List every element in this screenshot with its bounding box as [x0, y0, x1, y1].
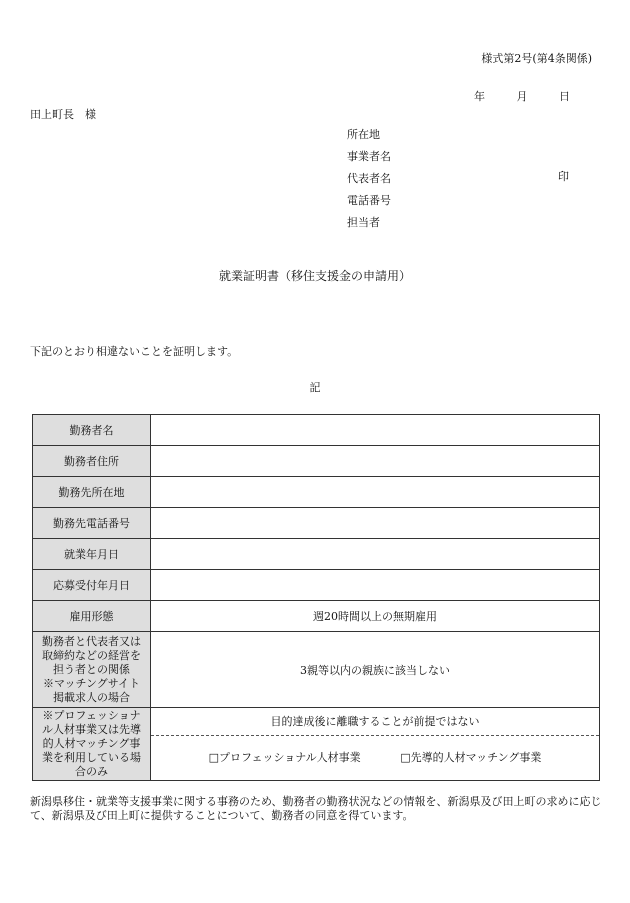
ki-marker: 記 [309, 381, 321, 394]
row-label-worker-address: 勤務者住所 [33, 446, 151, 477]
table-row [33, 570, 600, 601]
certificate-table [32, 414, 600, 781]
table-row [33, 415, 600, 446]
row-value-relation: 3親等以内の親族に該当しない [151, 632, 600, 708]
row-label-employment-date: 就業年月日 [33, 539, 151, 570]
checkbox-professional-talent[interactable]: □プロフェッショナル人材事業 [208, 750, 361, 764]
professional-label [33, 708, 150, 780]
intro-text: 下記のとおり相違ないことを証明します。 [30, 345, 239, 358]
label-line: 的人材マッチング事 [42, 737, 141, 750]
checkbox-leading-matching[interactable]: □先導的人材マッチング事業 [400, 750, 542, 764]
row-label-workplace-phone: 勤務先電話番号 [33, 508, 151, 539]
relation-label [33, 634, 150, 706]
table-row [33, 446, 600, 477]
row-label-application-date: 応募受付年月日 [33, 570, 151, 601]
row-label-relation [33, 632, 151, 708]
row-value-workplace-address[interactable] [151, 477, 600, 508]
row-value-workplace-phone[interactable] [151, 508, 600, 539]
row-value-worker-address[interactable] [151, 446, 600, 477]
date-month: 月 [516, 90, 528, 103]
label-line: 掲載求人の場合 [53, 690, 130, 704]
table-row [33, 632, 600, 708]
row-value-employment-type: 週20時間以上の無期雇用 [151, 601, 600, 632]
label-line: ※マッチングサイト [42, 676, 141, 690]
label-line: 合のみ [75, 765, 108, 778]
field-contact-person: 担当者 [347, 216, 380, 229]
table-row [33, 708, 600, 781]
row-label-worker-name: 勤務者名 [33, 415, 151, 446]
row-label-workplace-address: 勤務先所在地 [33, 477, 151, 508]
document-title: 就業証明書（移住支援金の申請用） [218, 269, 411, 283]
label-line: ※プロフェッショナ [42, 709, 141, 722]
row-label-employment-type: 雇用形態 [33, 601, 151, 632]
label-line: 担う者との関係 [53, 662, 130, 676]
table-row [33, 601, 600, 632]
field-phone: 電話番号 [347, 194, 391, 207]
table-row [33, 477, 600, 508]
date-year: 年 [474, 90, 485, 103]
professional-statement: 目的達成後に離職することが前提ではない [151, 709, 599, 736]
label-line: ル人材事業又は先導 [42, 723, 141, 736]
row-value-worker-name[interactable] [151, 415, 600, 446]
table-row [33, 508, 600, 539]
date-line [446, 88, 570, 104]
applicant-fields [347, 124, 391, 234]
consent-note: 新潟県移住・就業等支援事業に関する事務のため、勤務者の勤務状況などの情報を、新潟県及び田上町の求めに応じて、新潟県及び田上町に提供することについて、勤務者の同意を得ています。 [30, 795, 602, 822]
row-value-employment-date[interactable] [151, 539, 600, 570]
label-line: 勤務者と代表者又は [42, 634, 141, 648]
label-line: 取締約などの経営を [42, 648, 141, 662]
row-value-application-date[interactable] [151, 570, 600, 601]
label-line: 業を利用している場 [42, 751, 141, 764]
row-value-professional [151, 708, 600, 781]
professional-options [151, 736, 599, 780]
table-row [33, 539, 600, 570]
field-address: 所在地 [347, 128, 380, 141]
row-label-professional [33, 708, 151, 781]
addressee: 田上町長 様 [30, 108, 96, 121]
form-number: 様式第2号(第4条関係) [481, 52, 592, 65]
seal-mark: 印 [558, 170, 569, 183]
field-representative: 代表者名 [347, 172, 391, 185]
field-business-name: 事業者名 [347, 150, 391, 163]
date-day: 日 [559, 90, 570, 103]
